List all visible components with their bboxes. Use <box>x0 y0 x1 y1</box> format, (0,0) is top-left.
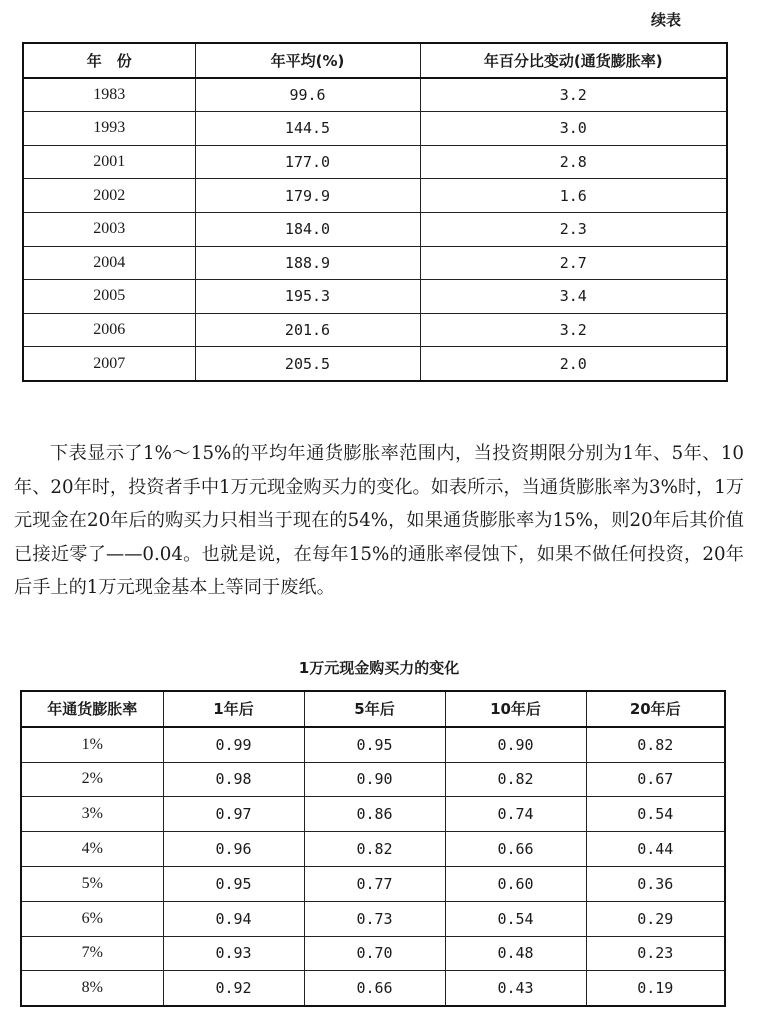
annual-average-cell: 201.6 <box>195 313 420 347</box>
table-header-row <box>23 43 727 78</box>
rate-cell: 2% <box>21 762 163 797</box>
table-row <box>23 78 727 112</box>
year-cell: 2004 <box>23 246 195 280</box>
table-row <box>21 866 725 901</box>
inflation-rate-cell: 3.4 <box>420 280 727 314</box>
table-row <box>21 797 725 832</box>
value-cell: 0.86 <box>304 797 445 832</box>
column-header-year: 年 份 <box>23 43 195 78</box>
value-cell: 0.95 <box>163 866 304 901</box>
rate-cell: 1% <box>21 727 163 762</box>
annual-average-cell: 188.9 <box>195 246 420 280</box>
table-row <box>23 347 727 381</box>
value-cell: 0.70 <box>304 936 445 971</box>
rate-cell: 5% <box>21 866 163 901</box>
year-cell: 1993 <box>23 112 195 146</box>
column-header-inflation-rate: 年百分比变动(通货膨胀率) <box>420 43 727 78</box>
year-cell: 2001 <box>23 145 195 179</box>
value-cell: 0.90 <box>445 727 586 762</box>
rate-cell: 6% <box>21 901 163 936</box>
table-row <box>21 936 725 971</box>
year-cell: 2006 <box>23 313 195 347</box>
purchasing-power-table-title: 1万元现金购买力的变化 <box>298 659 460 677</box>
year-cell: 2007 <box>23 347 195 381</box>
annual-average-cell: 99.6 <box>195 78 420 112</box>
rate-cell: 4% <box>21 832 163 867</box>
annual-average-cell: 179.9 <box>195 179 420 213</box>
table-row <box>21 971 725 1006</box>
value-cell: 0.48 <box>445 936 586 971</box>
table-row <box>23 212 727 246</box>
table-row <box>23 246 727 280</box>
annual-average-cell: 184.0 <box>195 212 420 246</box>
value-cell: 0.99 <box>163 727 304 762</box>
annual-average-cell: 144.5 <box>195 112 420 146</box>
value-cell: 0.95 <box>304 727 445 762</box>
table-row <box>21 901 725 936</box>
table-row <box>23 179 727 213</box>
table-header-row <box>21 691 725 727</box>
value-cell: 0.29 <box>586 901 725 936</box>
value-cell: 0.60 <box>445 866 586 901</box>
annual-average-cell: 195.3 <box>195 280 420 314</box>
purchasing-power-table <box>20 690 726 1007</box>
inflation-rate-cell: 1.6 <box>420 179 727 213</box>
value-cell: 0.23 <box>586 936 725 971</box>
value-cell: 0.92 <box>163 971 304 1006</box>
body-paragraph: 下表显示了1%～15%的平均年通货膨胀率范围内，当投资期限分别为1年、5年、10年、20年时，投资者手中1万元现金购买力的变化。如表所示，当通货膨胀率为3%时，1万元现金在20年后的购买力只相当于现在的54%，如果通货膨胀率为15%，则20年后其价值已接近零了——0.04。也就是说，在每年15%的通胀率侵蚀下，如果不做任何投资，20年后手上的1万元现金基本上等同于废纸。 <box>14 443 744 598</box>
value-cell: 0.54 <box>445 901 586 936</box>
value-cell: 0.77 <box>304 866 445 901</box>
year-cell: 2003 <box>23 212 195 246</box>
column-header-inflation-rate: 年通货膨胀率 <box>21 691 163 727</box>
value-cell: 0.67 <box>586 762 725 797</box>
value-cell: 0.19 <box>586 971 725 1006</box>
continued-table-label: 续表 <box>651 11 682 29</box>
column-header-annual-average: 年平均(%) <box>195 43 420 78</box>
value-cell: 0.93 <box>163 936 304 971</box>
value-cell: 0.74 <box>445 797 586 832</box>
value-cell: 0.73 <box>304 901 445 936</box>
value-cell: 0.43 <box>445 971 586 1006</box>
value-cell: 0.94 <box>163 901 304 936</box>
inflation-rate-cell: 2.8 <box>420 145 727 179</box>
rate-cell: 8% <box>21 971 163 1006</box>
value-cell: 0.44 <box>586 832 725 867</box>
value-cell: 0.36 <box>586 866 725 901</box>
annual-average-cell: 177.0 <box>195 145 420 179</box>
inflation-rate-cell: 2.0 <box>420 347 727 381</box>
rate-cell: 7% <box>21 936 163 971</box>
value-cell: 0.82 <box>304 832 445 867</box>
value-cell: 0.66 <box>304 971 445 1006</box>
value-cell: 0.90 <box>304 762 445 797</box>
value-cell: 0.82 <box>586 727 725 762</box>
table-row <box>23 145 727 179</box>
column-header-1-year: 1年后 <box>163 691 304 727</box>
value-cell: 0.96 <box>163 832 304 867</box>
year-cell: 2005 <box>23 280 195 314</box>
table-row <box>23 280 727 314</box>
rate-cell: 3% <box>21 797 163 832</box>
inflation-rate-cell: 3.2 <box>420 78 727 112</box>
inflation-rate-cell: 3.2 <box>420 313 727 347</box>
value-cell: 0.82 <box>445 762 586 797</box>
year-cell: 1983 <box>23 78 195 112</box>
table-row <box>23 313 727 347</box>
inflation-rate-cell: 2.3 <box>420 212 727 246</box>
table-row <box>23 112 727 146</box>
value-cell: 0.98 <box>163 762 304 797</box>
value-cell: 0.66 <box>445 832 586 867</box>
table-row <box>21 832 725 867</box>
table-row <box>21 762 725 797</box>
annual-average-cell: 205.5 <box>195 347 420 381</box>
value-cell: 0.54 <box>586 797 725 832</box>
table-row <box>21 727 725 762</box>
inflation-history-table <box>22 42 728 382</box>
inflation-rate-cell: 3.0 <box>420 112 727 146</box>
column-header-5-years: 5年后 <box>304 691 445 727</box>
column-header-10-years: 10年后 <box>445 691 586 727</box>
year-cell: 2002 <box>23 179 195 213</box>
value-cell: 0.97 <box>163 797 304 832</box>
column-header-20-years: 20年后 <box>586 691 725 727</box>
inflation-rate-cell: 2.7 <box>420 246 727 280</box>
